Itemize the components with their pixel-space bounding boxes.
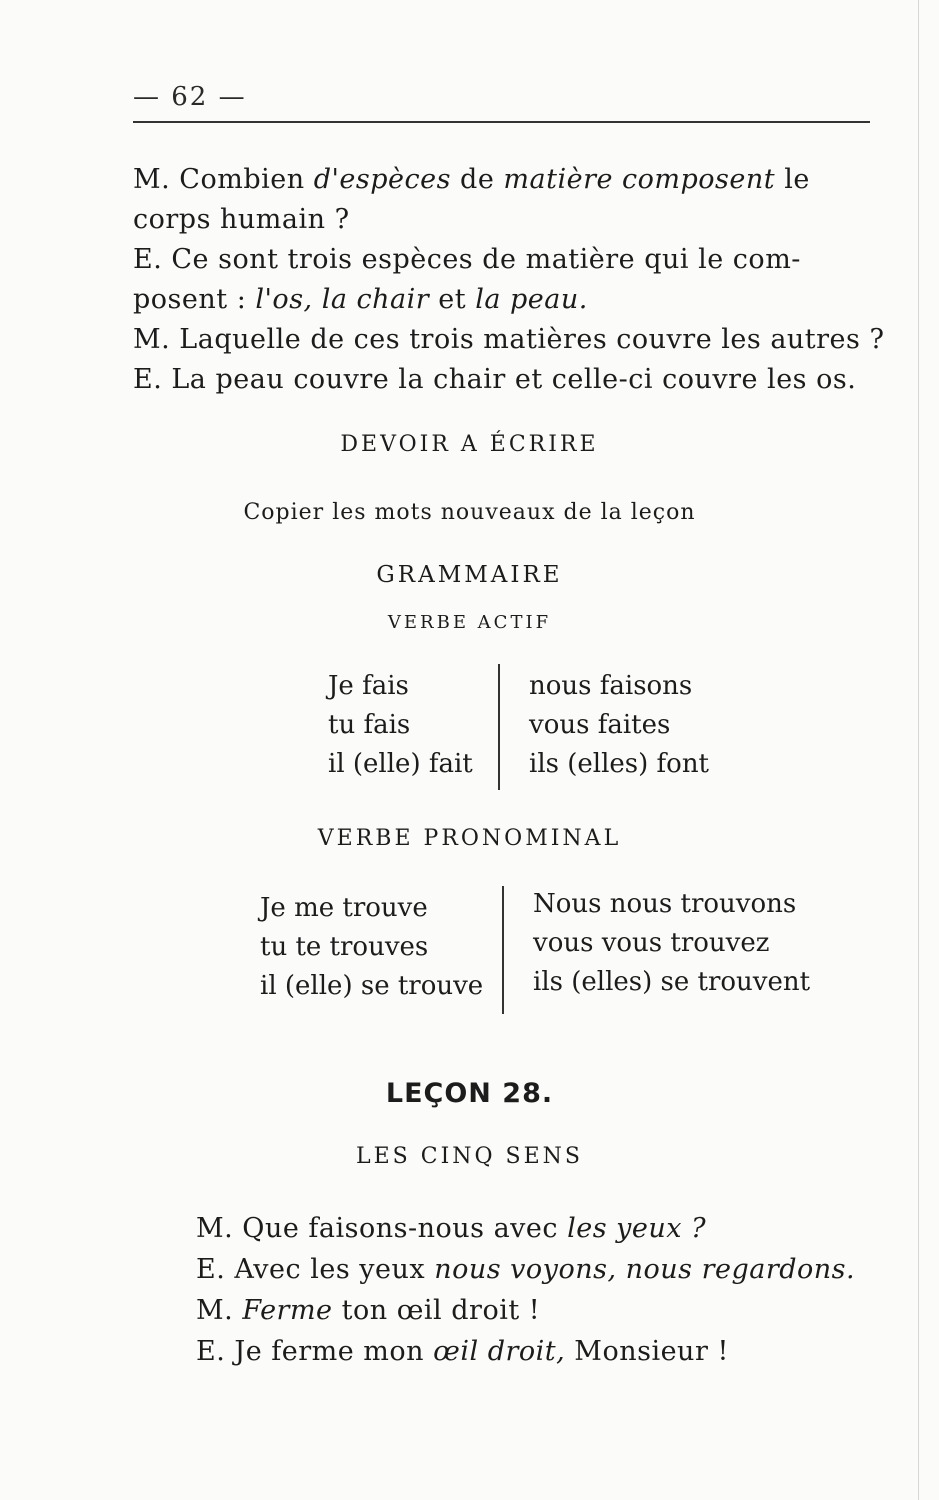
conjugation-form: tu fais: [328, 710, 411, 740]
italic-text: la peau.: [475, 284, 588, 315]
italic-text: les yeux ?: [567, 1213, 707, 1244]
conjugation-form: Je fais: [328, 671, 409, 701]
italic-text: l'os, la chair: [255, 284, 430, 315]
text-line: M. Laquelle de ces trois matières couvre les autres ?: [133, 324, 885, 355]
conjugation-form: Nous nous trouvons: [533, 889, 797, 919]
text-line: E. Je ferme mon œil droit, Monsieur !: [196, 1336, 729, 1367]
italic-text: œil droit,: [433, 1336, 566, 1367]
column-divider: [502, 886, 504, 1014]
text-line: E. Avec les yeux nous voyons, nous regardons.: [196, 1254, 856, 1285]
conjugation-form: tu te trouves: [260, 932, 429, 962]
italic-text: d'espèces: [313, 164, 451, 195]
text-line: corps humain ?: [133, 204, 350, 235]
text-line: M. Combien d'espèces de matière composent le: [133, 164, 810, 195]
page-number: — 62 —: [133, 82, 247, 112]
conjugation-form: Je me trouve: [260, 893, 428, 923]
verbe-actif-plural: [529, 667, 709, 784]
conjugation-form: ils (elles) se trouvent: [533, 967, 811, 997]
text-line: posent : l'os, la chair et la peau.: [133, 284, 588, 315]
grammaire-title: GRAMMAIRE: [376, 562, 563, 588]
text-line: E. La peau couvre la chair et celle-ci couvre les os.: [133, 364, 857, 395]
text-line: E. Ce sont trois espèces de matière qui le com-: [133, 244, 801, 275]
devoir-instruction: Copier les mots nouveaux de la leçon: [243, 500, 696, 525]
conjugation-form: vous faites: [529, 710, 671, 740]
verbe-actif-singular: [328, 667, 473, 784]
italic-text: matière composent: [503, 164, 776, 195]
verbe-pronominal-singular: [260, 889, 483, 1006]
intro-dialogue: [133, 160, 885, 400]
header-rule: [133, 121, 870, 123]
lesson-subtitle: LES CINQ SENS: [356, 1144, 583, 1169]
lesson-dialogue: [196, 1208, 916, 1372]
devoir-title: DEVOIR A ÉCRIRE: [340, 432, 599, 457]
conjugation-form: vous vous trouvez: [533, 928, 770, 958]
conjugation-form: il (elle) fait: [328, 749, 473, 779]
conjugation-form: nous faisons: [529, 671, 693, 701]
lesson-title: LEÇON 28.: [385, 1078, 554, 1109]
conjugation-form: il (elle) se trouve: [260, 971, 484, 1001]
verbe-pronominal-title: VERBE PRONOMINAL: [317, 826, 622, 851]
text-line: M. Que faisons-nous avec les yeux ?: [196, 1213, 707, 1244]
verbe-pronominal-plural: [533, 885, 810, 1002]
text-line: M. Ferme ton œil droit !: [196, 1295, 541, 1326]
page-edge: [918, 0, 919, 1500]
verbe-actif-title: VERBE ACTIF: [387, 612, 552, 633]
italic-text: Ferme: [242, 1295, 333, 1326]
column-divider: [498, 664, 500, 790]
italic-text: nous voyons, nous regardons.: [434, 1254, 856, 1285]
conjugation-form: ils (elles) font: [529, 749, 710, 779]
